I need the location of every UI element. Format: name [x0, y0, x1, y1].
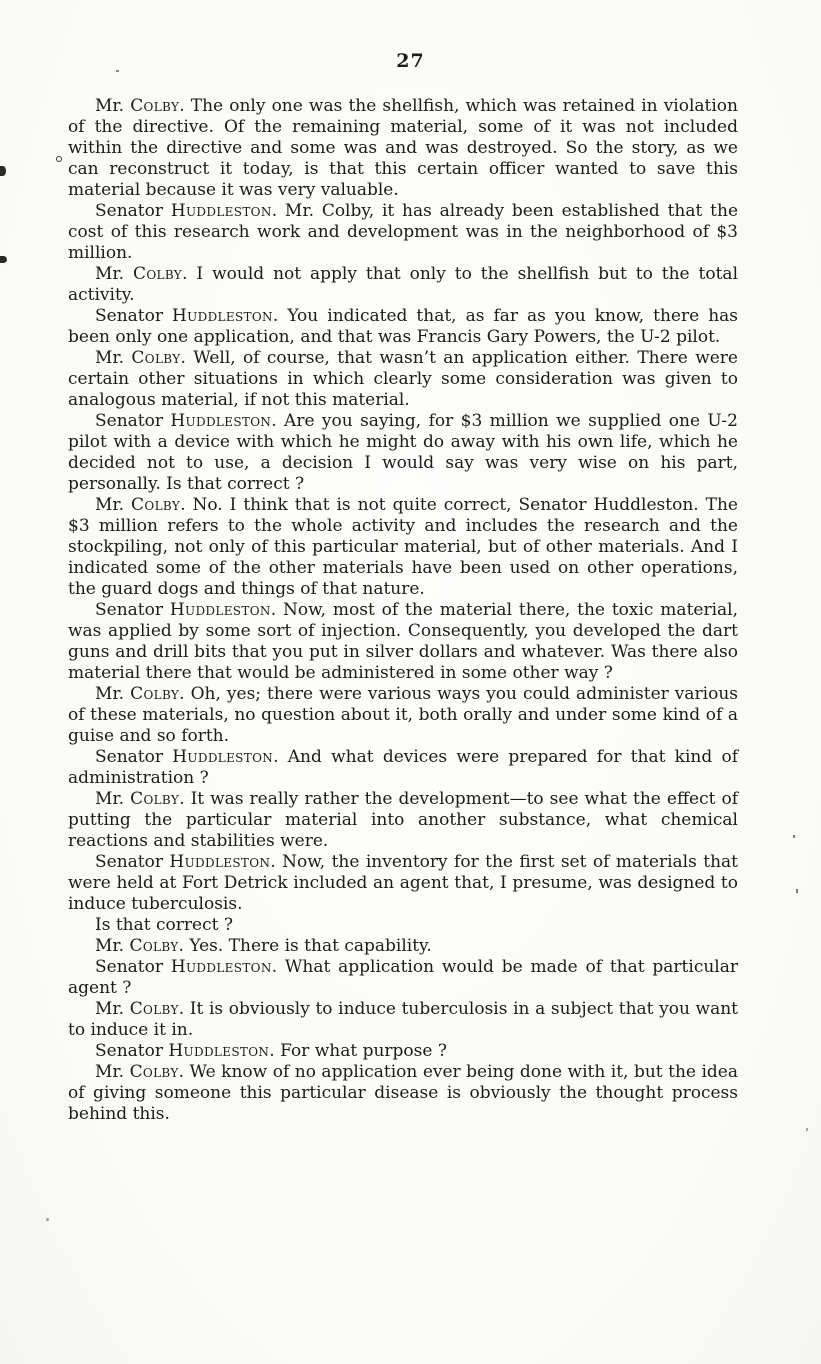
- speaker-prefix: Senator: [95, 201, 171, 221]
- speaker-prefix: Senator: [95, 600, 170, 620]
- transcript-paragraph: [68, 747, 738, 789]
- speaker-prefix: Mr.: [95, 495, 132, 515]
- speaker-name: Colby: [129, 999, 179, 1019]
- speaker-name: Colby: [130, 684, 180, 704]
- speaker-prefix: Mr.: [95, 936, 130, 956]
- speaker-prefix: Mr.: [95, 789, 131, 809]
- speaker-suffix: .: [270, 852, 283, 872]
- speaker: [95, 1062, 190, 1082]
- transcript-paragraph: [68, 915, 738, 936]
- speaker-name: Huddleston: [170, 201, 272, 221]
- speaker-prefix: Mr.: [95, 96, 131, 116]
- transcript-paragraph: [68, 852, 738, 915]
- speaker-prefix: Mr.: [95, 1062, 130, 1082]
- transcript-paragraph: [68, 306, 738, 348]
- transcript-paragraph: [68, 957, 738, 999]
- speaker-name: Huddleston: [169, 600, 271, 620]
- transcript-paragraph: [68, 789, 738, 852]
- speech-text: I would not apply that only to the shellfish but to the total activity.: [68, 264, 738, 305]
- transcript-paragraph: [68, 96, 738, 201]
- speech-text: Now, most of the material there, the toxic material, was applied by some sort of injection. Consequently, you developed the dart guns and drill bits that you put in silver dollars and whatever. Was there also material there that would be administered in some other way ?: [68, 600, 738, 683]
- speaker-prefix: Senator: [95, 411, 171, 431]
- speaker-name: Colby: [130, 789, 180, 809]
- transcript-paragraph: [68, 600, 738, 684]
- speaker-suffix: .: [179, 96, 191, 116]
- speech-text: And what devices were prepared for that kind of administration ?: [68, 747, 739, 788]
- transcript-paragraph: [68, 201, 738, 264]
- scan-artifact: [0, 256, 7, 263]
- speaker: [95, 201, 285, 221]
- speaker-prefix: Mr.: [95, 348, 132, 368]
- transcript-paragraph: [68, 936, 738, 957]
- speech-text: Mr. Colby, it has already been established that the cost of this research work and development was in the neighborhood of $3 million.: [68, 201, 739, 263]
- speaker-name: Colby: [131, 348, 181, 368]
- speech-text: Well, of course, that wasn’t an application either. There were certain other situations in which clearly some consideration was given to analogous material, if not this material.: [68, 348, 738, 410]
- scan-artifact: [0, 166, 6, 176]
- speaker-name: Colby: [130, 96, 180, 116]
- speech-text: No. I think that is not quite correct, Senator Huddleston. The $3 million refers to the whole activity and includes the research and the stockpiling, not only of this particular material, but of other materials. And I indicated some of the other materials have been used on other operations, the guard dogs and things of that nature.: [68, 495, 738, 599]
- speaker: [95, 747, 288, 767]
- speech-text: What application would be made of that particular agent ?: [68, 957, 738, 998]
- speaker-prefix: Senator: [95, 852, 170, 872]
- scan-artifact: [796, 889, 798, 893]
- speaker-suffix: .: [271, 957, 285, 977]
- speaker-suffix: .: [273, 747, 288, 767]
- scan-artifact: [46, 1218, 49, 1221]
- transcript-paragraph: [68, 1041, 738, 1062]
- speaker: [95, 495, 192, 515]
- speaker: [95, 936, 189, 956]
- speech-text: Yes. There is that capability.: [189, 936, 432, 956]
- speaker-name: Huddleston: [169, 852, 271, 872]
- speaker: [95, 852, 282, 872]
- speaker: [95, 957, 285, 977]
- speaker-suffix: .: [271, 201, 285, 221]
- speaker: [95, 411, 284, 431]
- speaker-prefix: Senator: [95, 957, 171, 977]
- speaker-suffix: .: [180, 348, 194, 368]
- transcript-paragraph: [68, 495, 738, 600]
- speaker: [95, 264, 196, 284]
- speaker-suffix: .: [180, 495, 193, 515]
- speaker-name: Huddleston: [172, 306, 273, 326]
- speech-text: Are you saying, for $3 million we supplied one U-2 pilot with a device with which he might do away with his own life, which he decided not to use, a decision I would say was very wise on his part, personally. Is that correct ?: [68, 411, 738, 494]
- transcript-paragraph: [68, 999, 738, 1041]
- speaker-suffix: .: [271, 411, 285, 431]
- transcript-paragraph: [68, 1062, 738, 1125]
- speaker-prefix: Mr.: [95, 684, 131, 704]
- speech-text: Now, the inventory for the first set of materials that were held at Fort Detrick included an agent that, I presume, was designed to induce tuberculosis.: [68, 852, 738, 914]
- speaker-prefix: Senator: [95, 747, 173, 767]
- speaker-prefix: Senator: [95, 1041, 169, 1061]
- speaker-suffix: .: [269, 1041, 281, 1061]
- speaker: [95, 1041, 280, 1061]
- speaker-suffix: .: [272, 306, 288, 326]
- speaker-suffix: .: [178, 936, 190, 956]
- transcript-body: [68, 96, 738, 1125]
- speaker-suffix: .: [178, 1062, 190, 1082]
- speaker: [95, 348, 193, 368]
- speaker-suffix: .: [178, 999, 190, 1019]
- speech-text: You indicated that, as far as you know, there has been only one application, and that was Francis Gary Powers, the U-2 pilot.: [68, 306, 739, 347]
- speaker: [95, 96, 191, 116]
- speaker-name: Colby: [129, 936, 179, 956]
- speaker-prefix: Mr.: [95, 264, 134, 284]
- speech-text: It was really rather the development—to see what the effect of putting the particular material into another substance, what chemical reactions and stabilities were.: [68, 789, 738, 851]
- page-number: 27: [396, 50, 425, 72]
- scan-artifact: [116, 70, 119, 72]
- transcript-paragraph: [68, 684, 738, 747]
- speaker-name: Huddleston: [168, 1041, 270, 1061]
- scan-artifact: [793, 835, 795, 838]
- speaker-suffix: .: [182, 264, 197, 284]
- speaker-name: Colby: [131, 495, 181, 515]
- transcript-paragraph: [68, 348, 738, 411]
- speaker-prefix: Senator: [95, 306, 173, 326]
- speaker: [95, 306, 287, 326]
- speaker-suffix: .: [179, 789, 191, 809]
- speech-text: Oh, yes; there were various ways you could administer various of these materials, no question about it, both orally and under some kind of a guise and so forth.: [68, 684, 738, 746]
- speaker-suffix: .: [179, 684, 191, 704]
- speaker: [95, 789, 191, 809]
- speech-text: It is obviously to induce tuberculosis in a subject that you want to induce it in.: [68, 999, 738, 1040]
- speaker: [95, 999, 190, 1019]
- speech-text: The only one was the shellfish, which was retained in violation of the directive. Of the remaining material, some of it was not included within the directive and some was and was destroyed. So the story, as we can reconstruct it today, is that this certain officer wanted to save this material because it was very valuable.: [68, 96, 738, 200]
- speaker-suffix: .: [270, 600, 283, 620]
- speaker-name: Huddleston: [170, 411, 272, 431]
- speaker-name: Huddleston: [172, 747, 274, 767]
- speaker-prefix: Mr.: [95, 999, 130, 1019]
- speaker-name: Colby: [133, 264, 183, 284]
- scan-artifact: [806, 1128, 808, 1131]
- speech-text: For what purpose ?: [280, 1041, 447, 1061]
- speaker: [95, 684, 191, 704]
- scan-artifact: [56, 156, 62, 162]
- transcript-paragraph: [68, 264, 738, 306]
- speech-text: Is that correct ?: [95, 915, 233, 935]
- speaker-name: Huddleston: [170, 957, 272, 977]
- speaker: [95, 600, 283, 620]
- transcript-paragraph: [68, 411, 738, 495]
- speech-text: We know of no application ever being done with it, but the idea of giving someone this particular disease is obviously the thought process behind this.: [68, 1062, 738, 1124]
- speaker-name: Colby: [129, 1062, 179, 1082]
